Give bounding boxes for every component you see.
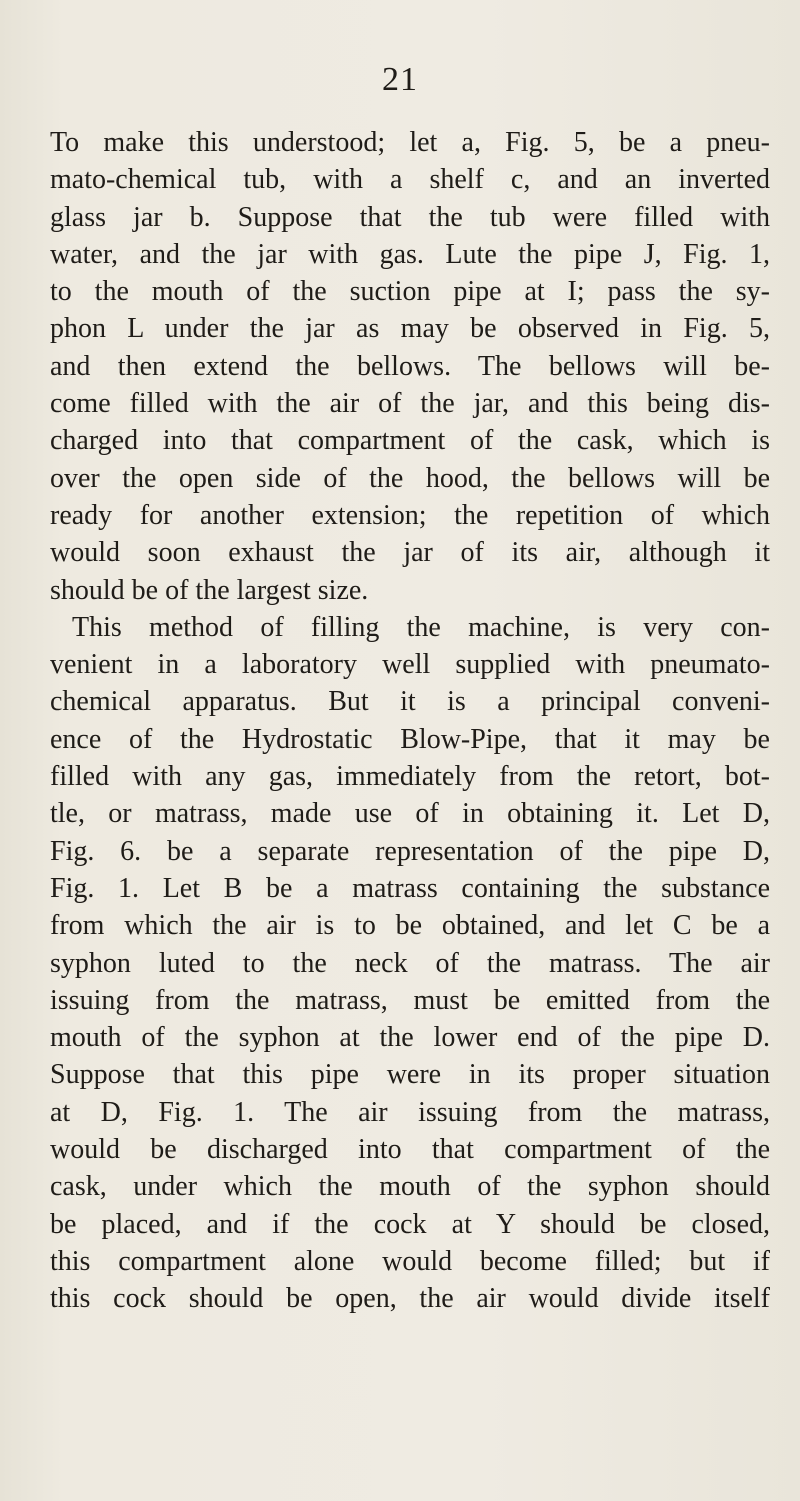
page-number: 21 — [382, 61, 418, 98]
text-line: filled with any gas, immediately from the retort, bot- — [50, 761, 770, 793]
text-line: cask, under which the mouth of the syphon should — [50, 1171, 770, 1203]
text-line: over the open side of the hood, the bellows will be — [50, 462, 770, 494]
text-line: venient in a laboratory well supplied with pneumato- — [50, 649, 770, 681]
text-line: should be of the largest size. — [50, 574, 369, 606]
text-line: syphon luted to the neck of the matrass. The air — [50, 947, 770, 979]
text-line: Fig. 1. Let B be a matrass containing the substance — [50, 872, 770, 904]
text-line: issuing from the matrass, must be emitted from the — [50, 984, 770, 1016]
text-line: would soon exhaust the jar of its air, although it — [50, 537, 770, 569]
text-line: to the mouth of the suction pipe at I; pass the sy- — [50, 276, 770, 308]
text-line: To make this understood; let a, Fig. 5, be a pneu- — [50, 127, 770, 158]
text-line: this compartment alone would become filled; but if — [50, 1245, 770, 1277]
text-line: come filled with the air of the jar, and this being dis- — [50, 388, 770, 420]
text-line: chemical apparatus. But it is a principal conveni- — [50, 686, 770, 718]
text-line: phon L under the jar as may be observed in Fig. 5, — [50, 313, 770, 345]
text-line: Suppose that this pipe were in its proper situation — [50, 1059, 770, 1091]
text-line: and then extend the bellows. The bellows will be- — [50, 350, 770, 382]
text-line: glass jar b. Suppose that the tub were filled with — [50, 201, 770, 233]
text-line: from which the air is to be obtained, and let C be a — [50, 910, 770, 942]
text-line: mato-chemical tub, with a shelf c, and an inverted — [50, 164, 770, 196]
text-line: at D, Fig. 1. The air issuing from the matrass, — [50, 1096, 770, 1128]
text-line: tle, or matrass, made use of in obtaining it. Let D, — [50, 798, 770, 830]
text-line: would be discharged into that compartment of the — [50, 1134, 770, 1166]
text-line: This method of filling the machine, is very con- — [72, 611, 770, 643]
text-line: water, and the jar with gas. Lute the pipe J, Fig. 1, — [50, 238, 770, 270]
text-line: mouth of the syphon at the lower end of the pipe D. — [50, 1022, 770, 1054]
text-line: ence of the Hydrostatic Blow-Pipe, that it may be — [50, 723, 770, 755]
body-text — [50, 124, 770, 1318]
text-line: ready for another extension; the repetition of which — [50, 499, 770, 531]
text-line: be placed, and if the cock at Y should be closed, — [50, 1208, 770, 1240]
text-line: this cock should be open, the air would divide itself — [50, 1283, 770, 1315]
text-line: charged into that compartment of the cask, which is — [50, 425, 770, 457]
text-line: Fig. 6. be a separate representation of the pipe D, — [50, 835, 770, 867]
